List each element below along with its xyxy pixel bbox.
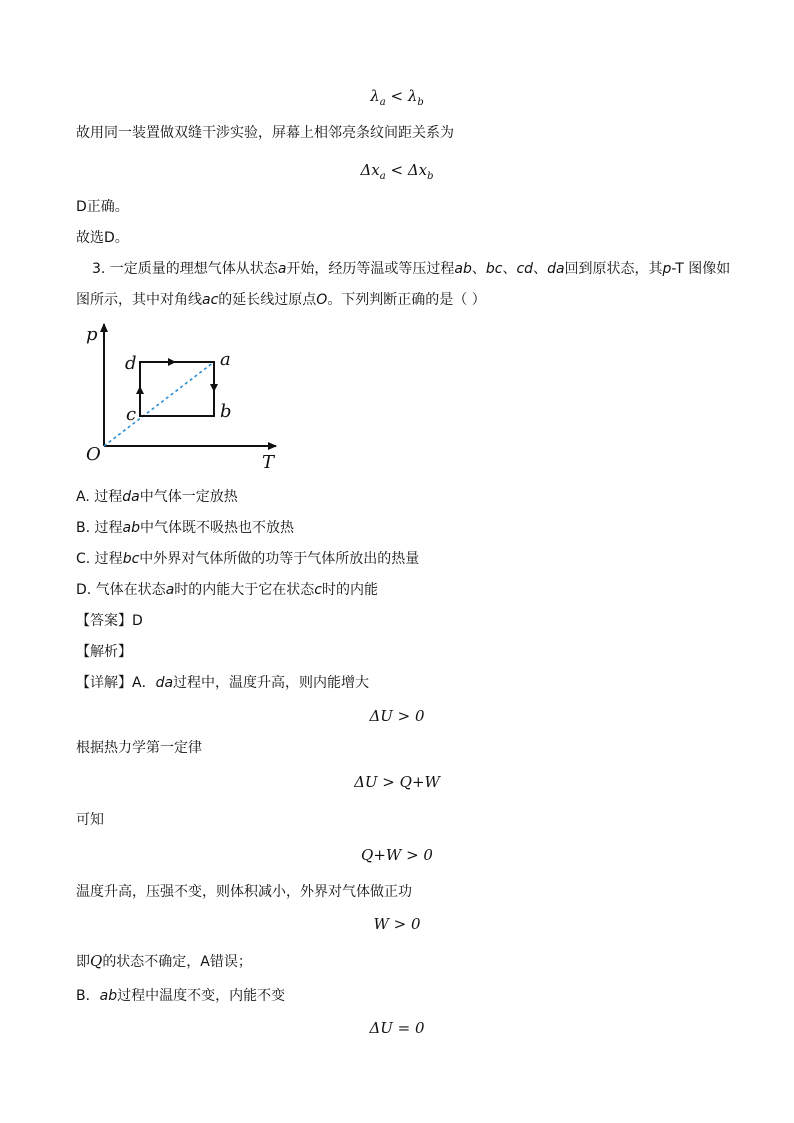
axis-label-t: T	[262, 452, 275, 473]
equation-lambda: $\lambda_a < \lambda_b$	[370, 87, 424, 108]
process-rectangle	[140, 362, 214, 416]
question-3-line-2: 图所示，其中对角线ac的延长线过原点O。下列判断正确的是（ ）	[76, 292, 486, 308]
paragraph-d-correct: D正确。	[76, 199, 129, 215]
arrow-a-to-b	[210, 384, 218, 392]
point-label-c: c	[126, 404, 137, 425]
option-a: A. 过程da中气体一定放热	[76, 489, 238, 505]
axis-label-p: p	[86, 324, 98, 345]
paragraph-temperature: 温度升高，压强不变，则体积减小，外界对气体做正功	[76, 884, 412, 900]
paragraph-choose-d: 故选D。	[76, 230, 129, 246]
equation-du-gt-0: ΔU > 0	[369, 707, 425, 725]
arrow-c-to-d	[136, 386, 144, 394]
origin-label: O	[86, 444, 101, 465]
equation-delta-x: $\Delta x_a < \Delta x_b$	[360, 161, 434, 182]
arrow-d-to-a	[168, 358, 176, 366]
equation-du-eq-0: ΔU = 0	[369, 1019, 425, 1037]
paragraph-first-law: 根据热力学第一定律	[76, 740, 202, 756]
p-t-diagram	[76, 318, 296, 478]
equation-w-gt-0: W > 0	[373, 915, 421, 933]
answer-line: 【答案】D	[76, 613, 143, 629]
question-3-line-1: 3. 一定质量的理想气体从状态a开始，经历等温或等压过程ab、bc、cd、da回到原状态，其p-T 图像如	[92, 261, 731, 277]
detail-a: 【详解】A．da过程中，温度升高，则内能增大	[76, 675, 370, 691]
point-label-d: d	[125, 353, 137, 374]
point-label-b: b	[220, 401, 232, 422]
paragraph-interference: 故用同一装置做双缝干涉实验，屏幕上相邻亮条纹间距关系为	[76, 125, 454, 141]
diagonal-ac-extension	[104, 362, 214, 446]
option-b: B. 过程ab中气体既不吸热也不放热	[76, 520, 294, 536]
paragraph-kezhi: 可知	[76, 812, 104, 828]
equation-du-gt-q-plus-w: ΔU > Q+W	[354, 773, 440, 791]
option-c: C. 过程bc中外界对气体所做的功等于气体所放出的热量	[76, 551, 420, 567]
equation-q-plus-w-gt-0: Q+W > 0	[361, 846, 433, 864]
option-d: D. 气体在状态a时的内能大于它在状态c时的内能	[76, 582, 378, 598]
point-label-a: a	[220, 349, 231, 370]
paragraph-q-uncertain: 即Q的状态不确定，A错误；	[76, 952, 252, 970]
analysis-heading: 【解析】	[76, 644, 132, 660]
detail-b: B．ab过程中温度不变，内能不变	[76, 988, 286, 1004]
